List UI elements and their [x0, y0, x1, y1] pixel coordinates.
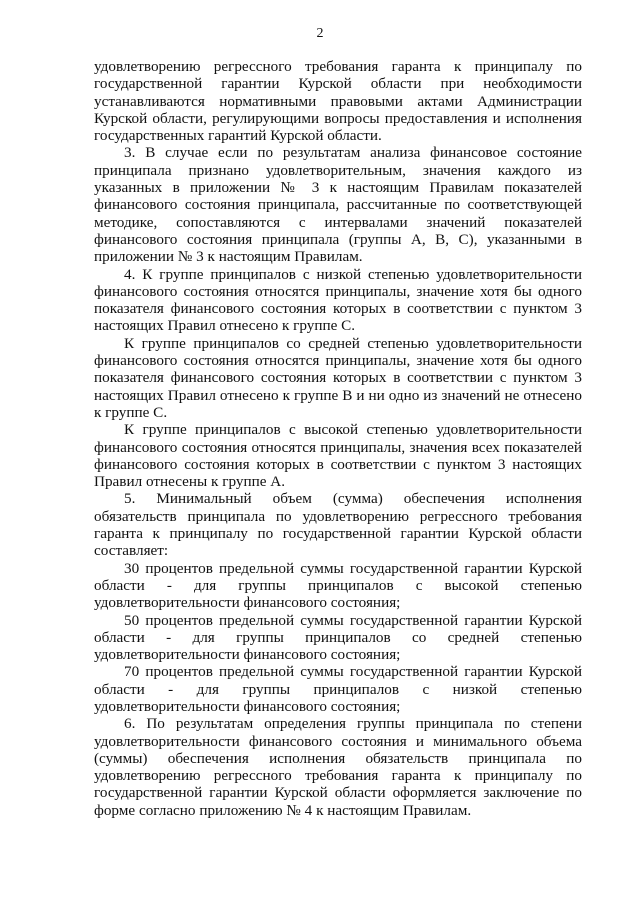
paragraph-item-4: 4. К группе принципалов с низкой степенью удовлетворительности финансового состояния относятся принципалы, значение хотя бы одного показателя финансового состояния которых в соответствии с пунктом 3 настоящих Правил отнесено к группе C.	[94, 265, 582, 335]
page-number: 2	[316, 26, 324, 41]
paragraph-high-group: К группе принципалов с высокой степенью удовлетворительности финансового состояния относятся принципалы, значения всех показателей финансового состояния которых в соответствии с пунктом 3 настоящих Правил отнесены к группе A.	[94, 421, 582, 491]
paragraph-50-percent: 50 процентов предельной суммы государственной гарантии Курской области - для группы принципалов со средней степенью удовлетворительности финансового состояния;	[94, 611, 582, 664]
paragraph-70-percent: 70 процентов предельной суммы государственной гарантии Курской области - для группы принципалов с низкой степенью удовлетворительности финансового состояния;	[94, 663, 582, 715]
document-body	[94, 58, 582, 819]
paragraph-item-5: 5. Минимальный объем (сумма) обеспечения исполнения обязательств принципала по удовлетворению регрессного требования гаранта к принципалу по государственной гарантии Курской области составляет:	[94, 490, 582, 560]
paragraph-continuation: удовлетворению регрессного требования гаранта к принципалу по государственной гарантии Курской области при необходимости устанавливаются нормативными правовыми актами Администрации Курской области, регулирующими вопросы предоставления и исполнения государственных гарантий Курской области.	[94, 58, 582, 145]
paragraph-30-percent: 30 процентов предельной суммы государственной гарантии Курской области - для группы принципалов с высокой степенью удовлетворительности финансового состояния;	[94, 559, 582, 612]
paragraph-item-6: 6. По результатам определения группы принципала по степени удовлетворительности финансового состояния и минимального объема (суммы) обеспечения исполнения обязательств принципала по удовлетворению регрессного требования гаранта к принципалу по государственной гарантии Курской области оформляется заключение по форме согласно приложению № 4 к настоящим Правилам.	[94, 715, 582, 819]
paragraph-item-3: 3. В случае если по результатам анализа финансовое состояние принципала признано удовлетворительным, значения каждого из указанных в приложении № 3 к настоящим Правилам показателей финансового состояния принципала, рассчитанные по соответствующей методике, сопоставляются с интервалами значений показателей финансового состояния принципала (группы A, B, C), указанными в приложении № 3 к настоящим Правилам.	[94, 144, 582, 266]
paragraph-medium-group: К группе принципалов со средней степенью удовлетворительности финансового состояния относятся принципалы, значение хотя бы одного показателя финансового состояния которых в соответствии с пунктом 3 настоящих Правил отнесено к группе B и ни одно из значений не отнесено к группе C.	[94, 334, 582, 421]
